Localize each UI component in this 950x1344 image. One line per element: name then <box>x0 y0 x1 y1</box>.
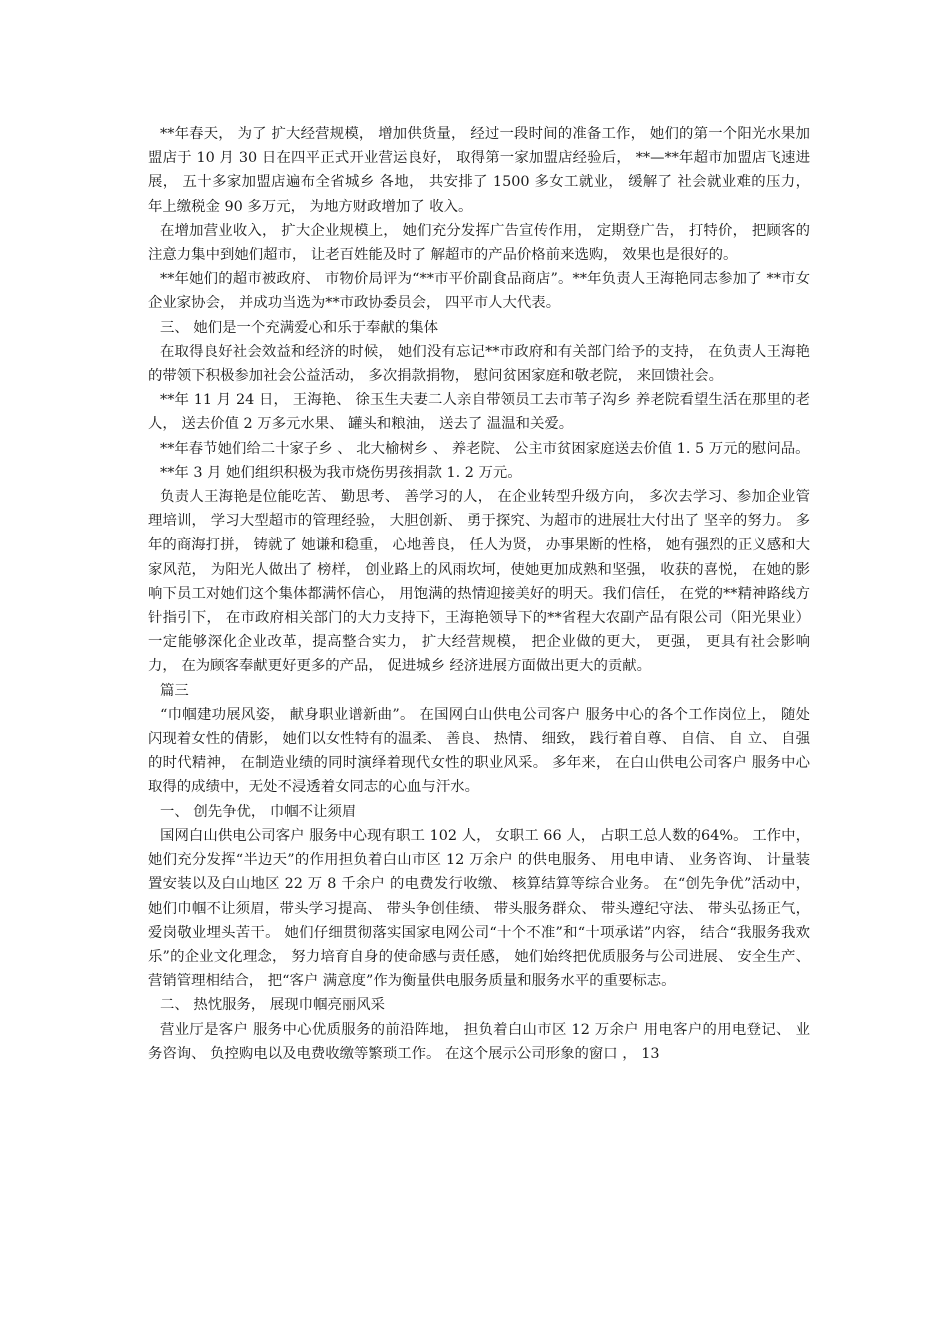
section-heading-2: 二、 热忱服务， 展现巾帼亮丽风采 <box>160 997 386 1014</box>
paragraph-donation: **年 3 月 她们组织积极为我市烧伤男孩捐款 1. 2 万元。 <box>160 464 522 481</box>
section-heading-1: 一、 创先争优， 巾帼不让须眉 <box>160 803 357 820</box>
paragraph-intro-part-3: “巾帼建功展风姿， 献身职业谱新曲”。 在国网白山供电公司客户 服务中心的各个工作岗位上， 随处闪现着女性的倩影， 她们以女性特有的温柔、 善良、 热情、 细致， 践行着自尊、 自信、 自 立、 自强的时代精神， 在制造业绩的同时演绎着现代女性的职业风采。 多年来， 在白山供电公司客户 服务中心取得的成绩中，无处不浸透着女同志的心血与汗水。 <box>148 706 810 796</box>
paragraph-staff-overview: 国网白山供电公司客户 服务中心现有职工 102 人， 女职工 66 人， 占职工总人数的64%。 工作中， 她们充分发挥“半边天”的作用担负着白山市区 12 万余户 的供电服务、 用电申请、 业务咨询、 计量装置安装以及白山地区 22 万 8 千余户 的电费发行收缴、 核算结算等综合业务。 在“创先争优”活动中， 她们巾帼不让须眉，带头学习提高、 带头争创佳绩、 带头服务群众、 带头遵纪守法、 带头弘扬正气，爱岗敬业埋头苦干。 她们仔细贯彻落实国家电网公司“十个不准”和“十项承诺”内容， 结合“我服务我欢乐”的企业文化理念， 努力培育自身的使命感与责任感， 她们始终把优质服务与公司进展、 安全生产、 营销管理相结合， 把“客户 满意度”作为衡量供电服务质量和服务水平的重要标志。 <box>148 827 810 990</box>
paragraph-advertising: 在增加营业收入， 扩大企业规模上， 她们充分发挥广告宣传作用， 定期登广告， 打特价， 把顾客的注意力集中到她们超市， 让老百姓能及时了 解超市的产品价格前来选购， 效果也是很好的。 <box>148 222 810 264</box>
paragraph-expansion: **年春天， 为了 扩大经营规模， 增加供货量， 经过一段时间的准备工作， 她们的第一个阳光水果加盟店于 10 月 30 日在四平正式开业营运良好， 取得第一家加盟店经验后， **—**年超市加盟店飞速进展， 五十多家加盟店遍布全省城乡 各地， 共安排了 1500 多女工就业， 缓解了 社会就业难的压力， 年上缴税金 90 多万元， 为地方财政增加了 收入。 <box>148 126 810 215</box>
paragraph-nursing-home-visit: **年 11 月 24 日， 王海艳、 徐玉生夫妻二人亲自带领员工去市苇子沟乡 养老院看望生活在那里的老人， 送去价值 2 万多元水果、 罐头和粮油， 送去了 温温和关爱。 <box>148 392 810 433</box>
document-body <box>148 122 810 1066</box>
paragraph-service-hall: 营业厅是客户 服务中心优质服务的前沿阵地， 担负着白山市区 12 万余户 用电客户的用电登记、 业务咨询、 负控购电以及电费收缴等繁琐工作。 在这个展示公司形象的窗口 ， 13 <box>148 1021 810 1062</box>
paragraph-leader-profile: 负责人王海艳是位能吃苦、 勤思考、 善学习的人， 在企业转型升级方向， 多次去学习、参加企业管理培训， 学习大型超市的管理经验， 大胆创新、 勇于探究、为超市的进展壮大付出了 坚辛的努力。 多年的商海打拼， 铸就了 她谦和稳重， 心地善良， 任人为贤， 办事果断的性格， 她有强烈的正义感和大家风范， 为阳光人做出了 榜样， 创业路上的风雨坎坷，使她更加成熟和坚强， 收获的喜悦， 在她的影响下员工对她们这个集体都满怀信心， 用饱满的热情迎接美好的明天。我们信任， 在党的**精神路线方针指引下， 在市政府相关部门的大力支持下，王海艳领导下的**省程大农副产品有限公司（阳光果业） 一定能够深化企业改革，提高整合实力， 扩大经营规模， 把企业做的更大， 更强， 更具有社会影响力， 在为顾客奉献更好更多的产品， 促进城乡 经济进展方面做出更大的贡献。 <box>148 489 810 675</box>
paragraph-honors: **年她们的超市被政府、 市物价局评为“**市平价副食品商店”。**年负责人王海艳同志参加了 **市女企业家协会， 并成功当选为**市政协委员会， 四平市人大代表。 <box>148 271 810 312</box>
section-heading-3: 三、 她们是一个充满爱心和乐于奉献的集体 <box>160 319 438 336</box>
paragraph-spring-festival: **年春节她们给二十家子乡 、 北大榆树乡 、 养老院、 公主市贫困家庭送去价值 1. 5 万元的慰问品。 <box>160 440 810 457</box>
paragraph-charity: 在取得良好社会效益和经济的时候， 她们没有忘记**市政府和有关部门给予的支持， 在负责人王海艳的带领下积极参加社会公益活动， 多次捐款捐物， 慰问贫困家庭和敬老院， 来回馈社会。 <box>148 343 810 385</box>
chapter-heading-part-3: 篇三 <box>160 682 189 699</box>
